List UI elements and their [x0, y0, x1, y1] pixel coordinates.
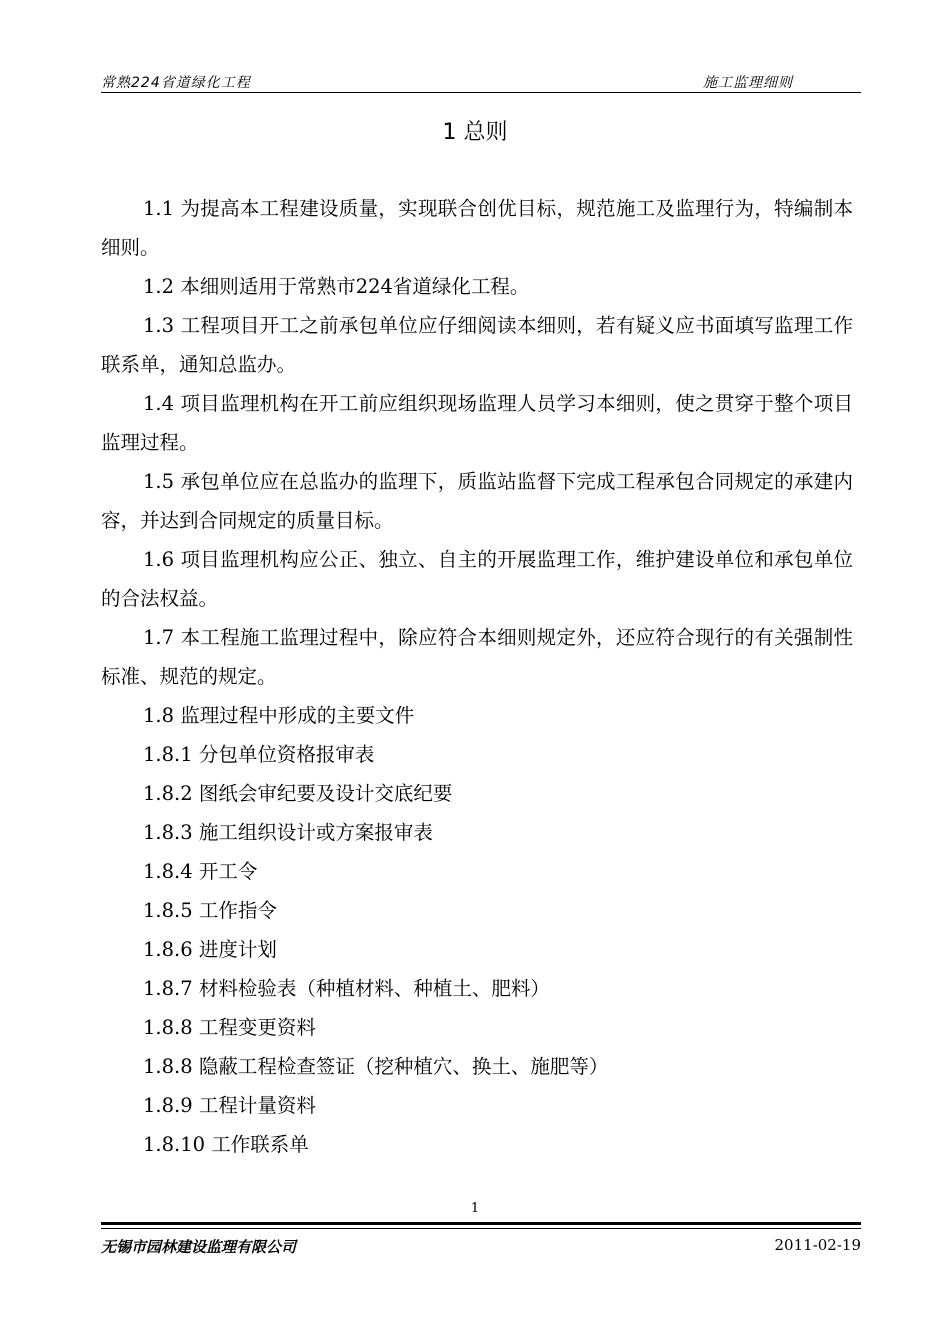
paragraph: 1.7 本工程施工监理过程中，除应符合本细则规定外，还应符合现行的有关强制性标准、规范的规定。	[101, 626, 853, 688]
page-header	[101, 70, 861, 93]
list-item: 1.8.8 工程变更资料	[143, 1016, 316, 1039]
list-item: 1.8.4 开工令	[143, 860, 258, 883]
page-number: 1	[470, 1201, 480, 1216]
header-document-type: 施工监理细则	[703, 75, 793, 91]
list-item: 1.8.2 图纸会审纪要及设计交底纪要	[143, 782, 453, 805]
footer-date: 2011-02-19	[774, 1236, 861, 1254]
paragraph: 1.6 项目监理机构应公正、独立、自主的开展监理工作，维护建设单位和承包单位的合法权益。	[101, 548, 853, 610]
list-item: 1.8.8 隐蔽工程检查签证（挖种植穴、换土、施肥等）	[143, 1055, 609, 1078]
paragraph: 1.3 工程项目开工之前承包单位应仔细阅读本细则，若有疑义应书面填写监理工作联系单，通知总监办。	[101, 314, 853, 376]
header-project-name: 常熟224省道绿化工程	[101, 75, 251, 91]
paragraph: 1.5 承包单位应在总监办的监理下，质监站监督下完成工程承包合同规定的承建内容，并达到合同规定的质量目标。	[101, 470, 853, 532]
list-item: 1.8.1 分包单位资格报审表	[143, 743, 375, 766]
list-item: 1.8.5 工作指令	[143, 899, 277, 922]
list-heading: 1.8 监理过程中形成的主要文件	[143, 704, 415, 727]
list-item: 1.8.6 进度计划	[143, 938, 277, 961]
footer-company-name: 无锡市园林建设监理有限公司	[101, 1238, 297, 1256]
paragraph: 1.4 项目监理机构在开工前应组织现场监理人员学习本细则，使之贯穿于整个项目监理过程。	[101, 392, 853, 454]
footer-divider-thin	[101, 1228, 861, 1229]
list-item: 1.8.9 工程计量资料	[143, 1094, 316, 1117]
list-item: 1.8.3 施工组织设计或方案报审表	[143, 821, 433, 844]
list-item: 1.8.10 工作联系单	[143, 1133, 309, 1156]
body-content	[101, 189, 853, 1164]
paragraph: 1.1 为提高本工程建设质量，实现联合创优目标，规范施工及监理行为，特编制本细则。	[101, 197, 853, 259]
paragraph: 1.2 本细则适用于常熟市224省道绿化工程。	[143, 275, 530, 298]
section-title: 1 总则	[442, 120, 508, 145]
footer-divider	[101, 1222, 861, 1225]
list-item: 1.8.7 材料检验表（种植材料、种植土、肥料）	[143, 977, 550, 1000]
